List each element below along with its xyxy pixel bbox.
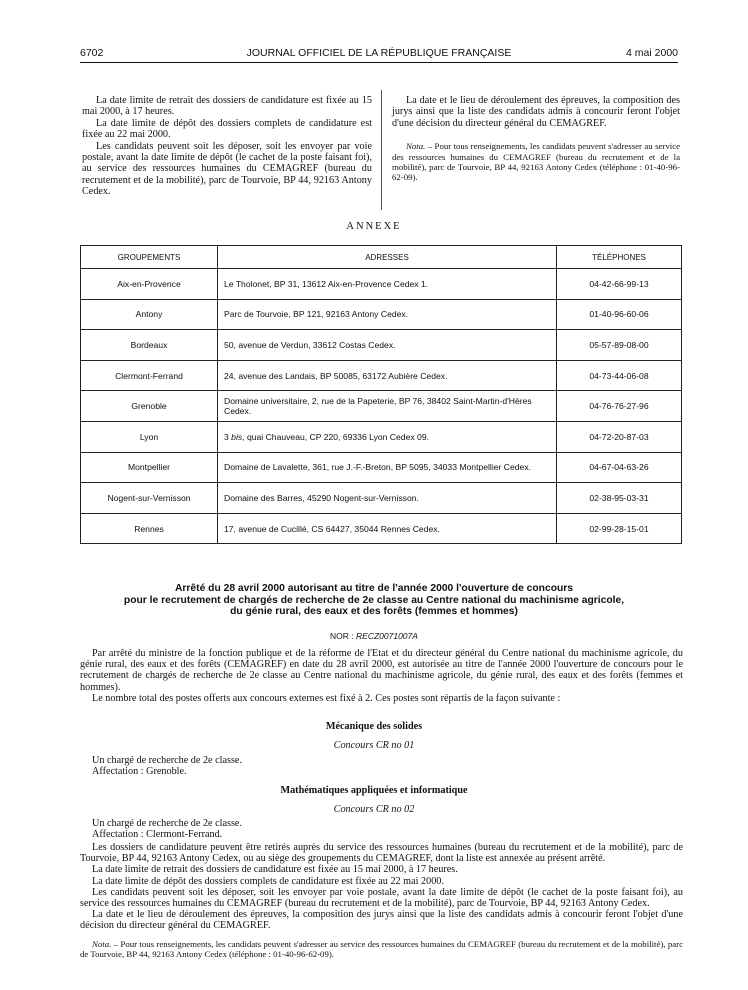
groupement-cell: Lyon — [81, 421, 218, 452]
paragraph: Les dossiers de candidature peuvent être retirés auprès du service des ressources humaines (bureau du recrutement et de la mobilité), parc de Tourvoie, BP 44, 92163 Antony Cedex, ou au siège des groupements du CEMAGREF, dont la liste est annexée au présent arrêté. — [80, 842, 683, 865]
nota-text: – Pour tous renseignements, les candidats peuvent s'adresser au service des ressources humaines du CEMAGREF (bureau du recrutement et de la mobilité), parc de Tourvoie, BP 44, 92163 Antony Cedex (téléphone : 01-40-96-62-09). — [80, 939, 683, 959]
telephone-cell: 04-42-66-99-13 — [557, 269, 682, 300]
annexe-table — [80, 245, 682, 544]
nor-code: RECZ0071007A — [356, 631, 418, 641]
arrete-intro — [80, 648, 683, 704]
table-row — [81, 452, 682, 483]
affectation-line: Affectation : Clermont-Ferrand. — [92, 829, 223, 840]
table-row — [81, 483, 682, 514]
arrete-title — [60, 583, 688, 618]
adresse-cell: Domaine universitaire, 2, rue de la Papeterie, BP 76, 38402 Saint-Martin-d'Hères Cedex. — [218, 391, 557, 422]
adresse-rest: , quai Chauveau, CP 220, 69336 Lyon Cedex 09. — [242, 431, 429, 442]
table-row — [81, 391, 682, 422]
groupement-cell: Montpellier — [81, 452, 218, 483]
header-rule — [80, 62, 678, 63]
nota-label: Nota. — [92, 939, 112, 949]
column-header: ADRESSES — [218, 246, 557, 269]
column-divider — [381, 90, 382, 210]
nota — [392, 141, 680, 183]
paragraph: Par arrêté du ministre de la fonction publique et de la réforme de l'Etat et du directeur général du Centre national du machinisme agricole, du génie rural, des eaux et des forêts (CEMAGREF) en date du 28 avril 2000, est autorisée au titre de l'année 2000 l'ouverture de concours pour le recrutement de chargés de recherche de 2e classe au Centre national du machinisme agricole, du génie rural, des eaux et des forêts (femmes et hommes). — [80, 648, 683, 693]
paragraph: La date limite de retrait des dossiers de candidature est fixée au 15 mai 2000, à 17 heures. — [92, 864, 458, 876]
poste-line: Un chargé de recherche de 2e classe. — [92, 818, 242, 829]
paragraph: Le nombre total des postes offerts aux concours externes est fixé à 2. Ces postes sont répartis de la façon suivante : — [92, 692, 561, 704]
adresse-cell: 24, avenue des Landais, BP 50085, 63172 Aubière Cedex. — [218, 360, 557, 391]
running-header — [80, 47, 678, 61]
groupement-cell: Rennes — [81, 513, 218, 544]
table-row — [81, 360, 682, 391]
page-number: 6702 — [80, 47, 104, 59]
concours-label-02: Concours CR no 02 — [333, 804, 415, 815]
groupement-cell: Grenoble — [81, 391, 218, 422]
nor-reference — [0, 631, 748, 641]
nota-label: Nota. — [406, 141, 426, 152]
groupement-cell: Antony — [81, 299, 218, 330]
groupement-cell: Clermont-Ferrand — [81, 360, 218, 391]
adresse-cell — [218, 421, 557, 452]
table-row — [81, 299, 682, 330]
paragraph: La date limite de dépôt des dossiers complets de candidature est fixée au 22 mai 2000. — [82, 117, 372, 141]
paragraph: Les candidats peuvent soit les déposer, soit les envoyer par voie postale, avant la date limite de dépôt (le cachet de la poste faisant foi), au service des ressources humaines du CEMAGREF (bureau du recrutement et de la mobilité), parc de Tourvoie, BP 44, 92163 Antony Cedex. — [82, 140, 372, 198]
annexe-title: ANNEXE — [346, 221, 402, 232]
table-row — [81, 513, 682, 544]
adresse-bis: bis — [231, 431, 243, 442]
column-header: TÉLÉPHONES — [557, 246, 682, 269]
left-column — [82, 95, 372, 198]
arrete-title-line: Arrêté du 28 avril 2000 autorisant au titre de l'année 2000 l'ouverture de concours — [174, 583, 574, 594]
journal-title: JOURNAL OFFICIEL DE LA RÉPUBLIQUE FRANÇAISE — [246, 47, 512, 59]
adresse-cell: Parc de Tourvoie, BP 121, 92163 Antony Cedex. — [218, 299, 557, 330]
nota-text: – Pour tous renseignements, les candidats peuvent s'adresser au service des ressources humaines du CEMAGREF (bureau du recrutement et de la mobilité), parc de Tourvoie, BP 44, 92163 Antony Cedex (téléphone : 01-40-96-62-09). — [392, 141, 680, 183]
poste-line: Un chargé de recherche de 2e classe. — [92, 755, 242, 766]
affectation-line: Affectation : Grenoble. — [92, 766, 187, 777]
nor-label: NOR : — [330, 631, 357, 641]
arrete-nota — [80, 940, 683, 960]
table-row — [81, 330, 682, 361]
paragraph: La date et le lieu de déroulement des épreuves, la composition des jurys ainsi que la liste des candidats admis à concourir feront l'objet d'une décision du directeur général du CEMAGREF. — [392, 95, 680, 129]
groupement-cell: Aix-en-Provence — [81, 269, 218, 300]
adresse-cell: Domaine de Lavalette, 361, rue J.-F.-Breton, BP 5095, 34033 Montpellier Cedex. — [218, 452, 557, 483]
table-row — [81, 269, 682, 300]
table-header-row — [81, 246, 682, 269]
nota — [80, 940, 683, 960]
section-title-mathematiques: Mathématiques appliquées et informatique — [280, 785, 468, 796]
paragraph: La date et le lieu de déroulement des épreuves, la composition des jurys ainsi que la liste des candidats admis à concourir feront l'objet d'une décision du directeur général du CEMAGREF. — [80, 909, 683, 932]
arrete-conditions — [80, 842, 683, 932]
groupement-cell: Bordeaux — [81, 330, 218, 361]
telephone-cell: 05-57-89-08-00 — [557, 330, 682, 361]
right-column — [392, 95, 680, 183]
paragraph: La date limite de retrait des dossiers de candidature est fixée au 15 mai 2000, à 17 heures. — [82, 95, 372, 118]
telephone-cell: 01-40-96-60-06 — [557, 299, 682, 330]
paragraph: La date limite de dépôt des dossiers complets de candidature est fixée au 22 mai 2000. — [92, 875, 444, 887]
adresse-cell: 17, avenue de Cucillé, CS 64427, 35044 Rennes Cedex. — [218, 513, 557, 544]
groupement-cell: Nogent-sur-Vernisson — [81, 483, 218, 514]
telephone-cell: 04-67-04-63-26 — [557, 452, 682, 483]
issue-date: 4 mai 2000 — [626, 47, 678, 59]
telephone-cell: 04-73-44-06-08 — [557, 360, 682, 391]
telephone-cell: 04-72-20-87-03 — [557, 421, 682, 452]
concours-label-01: Concours CR no 01 — [333, 740, 415, 751]
telephone-cell: 04-76-76-27-96 — [557, 391, 682, 422]
paragraph: Les candidats peuvent soit les déposer, soit les envoyer par voie postale, avant la date limite de dépôt (le cachet de la poste faisant foi), au service des ressources humaines du CEMAGREF (bureau du recrutement et de la mobilité), parc de Tourvoie, BP 44, 92163 Antony Cedex. — [80, 886, 683, 910]
table-row — [81, 421, 682, 452]
arrete-title-line: du génie rural, des eaux et des forêts (femmes et hommes) — [230, 606, 518, 617]
adresse-cell: Domaine des Barres, 45290 Nogent-sur-Vernisson. — [218, 483, 557, 514]
telephone-cell: 02-99-28-15-01 — [557, 513, 682, 544]
adresse-cell: Le Tholonet, BP 31, 13612 Aix-en-Provence Cedex 1. — [218, 269, 557, 300]
arrete-title-line: pour le recrutement de chargés de recherche de 2e classe au Centre national du machinisme agricole, — [123, 594, 625, 606]
section-title-mecanique: Mécanique des solides — [325, 721, 423, 732]
telephone-cell: 02-38-95-03-31 — [557, 483, 682, 514]
adresse-cell: 50, avenue de Verdun, 33612 Costas Cedex. — [218, 330, 557, 361]
adresse-number: 3 — [224, 431, 232, 442]
column-header: GROUPEMENTS — [81, 246, 218, 269]
